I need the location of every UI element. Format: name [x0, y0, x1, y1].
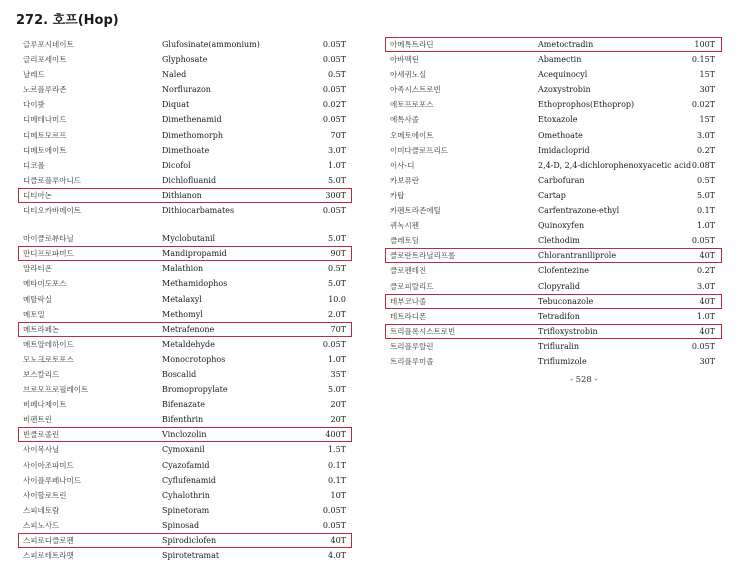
mrl-value: 0.05T: [322, 206, 346, 216]
pesticide-korean-name: 스피네토람: [23, 505, 60, 515]
pesticide-korean-name: 마이클로뷰타닐: [23, 234, 74, 244]
pesticide-english-name: Methomyl: [162, 309, 203, 319]
highlighted-table-row: [18, 427, 352, 442]
mrl-value: 1.0T: [327, 160, 346, 170]
pesticide-english-name: Spirodiclofen: [162, 536, 217, 545]
highlighted-table-row: [385, 248, 722, 263]
table-row: [385, 263, 722, 278]
table-row: [18, 488, 352, 503]
pesticide-korean-name: 글리포세이트: [23, 55, 67, 65]
mrl-value: 2.0T: [327, 309, 346, 319]
pesticide-english-name: Omethoate: [538, 130, 583, 140]
pesticide-english-name: Clofentezine: [538, 266, 589, 276]
mrl-value: 5.0T: [327, 234, 346, 244]
pesticide-english-name: Chlorantraniliprole: [538, 251, 617, 261]
pesticide-korean-name: 트리플루미졸: [390, 356, 434, 366]
table-row: [18, 458, 352, 473]
mrl-value: 0.02T: [691, 100, 715, 110]
page-title: 272. 호프(Hop): [16, 13, 119, 28]
mrl-value: 90T: [330, 249, 346, 259]
pesticide-korean-name: 비페나제이트: [23, 400, 67, 410]
pesticide-korean-name: 말라티온: [23, 264, 52, 274]
highlighted-table-row: [18, 322, 352, 337]
pesticide-korean-name: 날레드: [23, 70, 45, 80]
mrl-value: 1.5T: [327, 445, 346, 455]
pesticide-english-name: Dimethenamid: [162, 115, 222, 125]
table-row: [18, 112, 352, 127]
pesticide-english-name: Vinclozolin: [162, 430, 207, 440]
pesticide-english-name: Carfentrazone-ethyl: [538, 206, 620, 216]
mrl-value: 15T: [699, 70, 715, 80]
mrl-value: 0.1T: [696, 206, 715, 216]
mrl-value: 0.02T: [322, 100, 346, 110]
pesticide-english-name: Dicofol: [162, 160, 191, 170]
table-row: [18, 158, 352, 173]
table-row: [18, 231, 352, 246]
mrl-value: 4.0T: [327, 551, 346, 561]
pesticide-english-name: Metalaxyl: [162, 294, 202, 304]
table-row: [18, 143, 352, 158]
mrl-value: 1.0T: [327, 354, 346, 364]
pesticide-korean-name: 스피노사드: [23, 520, 60, 530]
pesticide-korean-name: 트리플록시스트로빈: [390, 326, 456, 336]
pesticide-english-name: Dithianon: [162, 190, 202, 200]
pesticide-english-name: Clethodim: [538, 236, 580, 246]
table-row: [18, 473, 352, 488]
pesticide-korean-name: 사이목사닐: [23, 445, 60, 455]
mrl-value: 0.5T: [327, 70, 346, 80]
table-row: [18, 203, 352, 218]
mrl-value: 0.1T: [327, 475, 346, 485]
mrl-value: 400T: [325, 430, 346, 440]
pesticide-korean-name: 이사-디: [390, 160, 415, 170]
pesticide-english-name: Dimethoate: [162, 145, 210, 155]
pesticide-english-name: Spinetoram: [162, 505, 210, 515]
pesticide-english-name: Spirotetramat: [162, 551, 220, 561]
table-row: [18, 128, 352, 143]
pesticide-english-name: Abamectin: [538, 55, 582, 65]
pesticide-korean-name: 아세퀴노실: [390, 70, 427, 80]
pesticide-korean-name: 글루포시네이트: [23, 40, 74, 49]
mrl-value: 0.05T: [322, 339, 346, 349]
pesticide-english-name: Metrafenone: [162, 324, 215, 334]
pesticide-english-name: Bifenthrin: [162, 415, 204, 425]
mrl-value: 0.05T: [322, 505, 346, 515]
pesticide-korean-name: 디메토모르프: [23, 130, 67, 140]
table-row: [18, 261, 352, 276]
mrl-value: 3.0T: [696, 281, 715, 291]
pesticide-korean-name: 카탑: [390, 190, 405, 200]
pesticide-english-name: Imidacloprid: [538, 145, 590, 155]
table-row: [18, 67, 352, 82]
pesticide-english-name: Trifloxystrobin: [538, 326, 598, 336]
table-row: [385, 203, 722, 218]
mrl-value: 30T: [699, 356, 715, 366]
pesticide-english-name: Diquat: [162, 100, 190, 110]
mrl-value: 10T: [330, 490, 346, 500]
pesticide-korean-name: 오메토에이트: [390, 130, 434, 140]
pesticide-korean-name: 카보퓨란: [390, 175, 419, 185]
pesticide-english-name: Clopyralid: [538, 281, 580, 291]
pesticide-korean-name: 빈클로졸린: [23, 430, 60, 440]
pesticide-english-name: Mandipropamid: [162, 249, 227, 259]
pesticide-korean-name: 디티아논: [23, 190, 52, 200]
pesticide-korean-name: 노르플루라존: [23, 85, 67, 95]
mrl-value: 0.08T: [691, 160, 715, 170]
table-row: [385, 67, 722, 82]
mrl-value: 5.0T: [327, 175, 346, 185]
table-row: [385, 173, 722, 188]
pesticide-korean-name: 다이쾃: [23, 100, 45, 110]
mrl-value: 0.5T: [327, 264, 346, 274]
table-row: [385, 279, 722, 294]
table-row: [18, 52, 352, 67]
pesticide-korean-name: 사이아조파미드: [23, 460, 74, 470]
table-row: [18, 412, 352, 427]
mrl-value: 3.0T: [327, 145, 346, 155]
mrl-value: 20T: [330, 415, 346, 425]
table-row: [18, 503, 352, 518]
table-row: [18, 173, 352, 188]
table-row: [385, 82, 722, 97]
pesticide-english-name: Azoxystrobin: [538, 85, 591, 95]
mrl-value: 1.0T: [696, 221, 715, 231]
mrl-value: 1.0T: [696, 311, 715, 321]
pesticide-korean-name: 클로펜테진: [390, 266, 427, 276]
table-row: [385, 112, 722, 127]
pesticide-korean-name: 메트알데하이드: [23, 339, 74, 349]
pesticide-korean-name: 아바멕틴: [390, 55, 419, 65]
table-row: [385, 354, 722, 369]
table-row: [385, 233, 722, 248]
pesticide-korean-name: 보스칼리드: [23, 369, 60, 379]
left-mrl-column: [18, 37, 352, 563]
mrl-value: 5.0T: [696, 190, 715, 200]
pesticide-korean-name: 브로모프로필레이트: [23, 385, 89, 395]
mrl-value: 0.05T: [691, 236, 715, 246]
mrl-value: 0.05T: [322, 55, 346, 65]
table-row: [18, 276, 352, 291]
pesticide-korean-name: 디메토에이트: [23, 145, 67, 155]
pesticide-korean-name: 메토밀: [23, 309, 45, 319]
mrl-value: 0.5T: [696, 175, 715, 185]
table-row: [18, 337, 352, 352]
mrl-value: 70T: [330, 130, 346, 140]
pesticide-english-name: Ethoprophos(Ethoprop): [538, 100, 635, 110]
table-row: [385, 309, 722, 324]
pesticide-korean-name: 클레토딤: [390, 236, 419, 246]
page-number: - 528 -: [570, 375, 598, 385]
mrl-value: 5.0T: [327, 279, 346, 289]
mrl-value: 0.1T: [327, 460, 346, 470]
highlighted-table-row: [18, 188, 352, 203]
mrl-value: 70T: [330, 324, 346, 334]
pesticide-english-name: Monocrotophos: [162, 354, 226, 364]
right-mrl-column: [385, 37, 722, 369]
mrl-value: 0.2T: [696, 145, 715, 155]
table-row: [18, 37, 352, 52]
table-row: [18, 442, 352, 457]
pesticide-korean-name: 테트라디폰: [390, 311, 427, 321]
highlighted-table-row: [18, 246, 352, 261]
pesticide-english-name: Ametoctradin: [538, 40, 594, 49]
table-row: [385, 97, 722, 112]
pesticide-english-name: Bromopropylate: [162, 385, 228, 395]
pesticide-english-name: Cyhalothrin: [162, 490, 210, 500]
pesticide-english-name: Naled: [162, 70, 187, 80]
table-row: [18, 382, 352, 397]
mrl-value: 0.05T: [322, 520, 346, 530]
table-row: [385, 52, 722, 67]
mrl-value: 40T: [330, 536, 346, 545]
pesticide-english-name: Glufosinate(ammonium): [162, 40, 260, 49]
mrl-value: 0.05T: [322, 85, 346, 95]
table-row: [385, 158, 722, 173]
pesticide-korean-name: 에톡사졸: [390, 115, 419, 125]
table-row: [18, 97, 352, 112]
pesticide-korean-name: 테부코나졸: [390, 296, 427, 306]
pesticide-english-name: Dithiocarbamates: [162, 206, 235, 216]
pesticide-english-name: Bifenazate: [162, 400, 205, 410]
pesticide-korean-name: 스피로테트라맷: [23, 551, 74, 561]
mrl-value: 35T: [330, 369, 346, 379]
table-row: [18, 397, 352, 412]
pesticide-english-name: Glyphosate: [162, 55, 208, 65]
highlighted-table-row: [385, 294, 722, 309]
mrl-value: 0.05T: [322, 115, 346, 125]
pesticide-english-name: Dimethomorph: [162, 130, 223, 140]
pesticide-english-name: Malathion: [162, 264, 204, 274]
pesticide-korean-name: 아족시스트로빈: [390, 85, 441, 95]
pesticide-english-name: Tetradifon: [538, 311, 580, 321]
table-row: [18, 548, 352, 563]
mrl-value: 20T: [330, 400, 346, 410]
mrl-value: 0.15T: [691, 55, 715, 65]
mrl-value: 40T: [699, 296, 715, 306]
pesticide-korean-name: 메트라페논: [23, 324, 60, 334]
highlighted-table-row: [385, 37, 722, 52]
pesticide-korean-name: 퀴녹시펜: [390, 221, 419, 231]
mrl-value: 0.05T: [322, 40, 346, 49]
pesticide-english-name: Norflurazon: [162, 85, 211, 95]
table-row: [18, 367, 352, 382]
table-row: [385, 188, 722, 203]
pesticide-korean-name: 카펜트라존에틸: [390, 206, 441, 216]
pesticide-korean-name: 아메톡트라딘: [390, 40, 434, 49]
pesticide-english-name: Boscalid: [162, 369, 197, 379]
mrl-value: 100T: [694, 40, 715, 49]
pesticide-korean-name: 디메테나미드: [23, 115, 67, 125]
pesticide-english-name: Metaldehyde: [162, 339, 215, 349]
mrl-value: 300T: [325, 190, 346, 200]
pesticide-korean-name: 사이할로트린: [23, 490, 67, 500]
table-row: [18, 352, 352, 367]
pesticide-korean-name: 만디프로파미드: [23, 249, 74, 259]
table-row: [18, 292, 352, 307]
pesticide-english-name: Cymoxanil: [162, 445, 205, 455]
table-row: [18, 307, 352, 322]
pesticide-korean-name: 클로피랄리드: [390, 281, 434, 291]
mrl-value: 5.0T: [327, 385, 346, 395]
pesticide-english-name: Dichlofluanid: [162, 175, 217, 185]
pesticide-english-name: Etoxazole: [538, 115, 578, 125]
mrl-value: 3.0T: [696, 130, 715, 140]
pesticide-korean-name: 스피로디클로펜: [23, 536, 74, 545]
pesticide-english-name: Acequinocyl: [538, 70, 588, 80]
highlighted-table-row: [18, 533, 352, 548]
pesticide-english-name: Triflumizole: [538, 356, 587, 366]
table-row: [18, 82, 352, 97]
mrl-value: 30T: [699, 85, 715, 95]
pesticide-korean-name: 디티오카바메이트: [23, 206, 81, 216]
pesticide-english-name: Carbofuran: [538, 175, 585, 185]
highlighted-table-row: [385, 324, 722, 339]
pesticide-korean-name: 메탈락실: [23, 294, 52, 304]
pesticide-korean-name: 비펜트린: [23, 415, 52, 425]
pesticide-korean-name: 클로란트라닐리프롤: [390, 251, 456, 261]
mrl-value: 0.2T: [696, 266, 715, 276]
table-row: [385, 218, 722, 233]
pesticide-english-name: Cyflufenamid: [162, 475, 217, 485]
pesticide-korean-name: 트리플루랄린: [390, 341, 434, 351]
pesticide-english-name: Cartap: [538, 190, 566, 200]
pesticide-korean-name: 에토프로포스: [390, 100, 434, 110]
mrl-value: 40T: [699, 326, 715, 336]
pesticide-korean-name: 모노크로토포스: [23, 354, 74, 364]
mrl-value: 15T: [699, 115, 715, 125]
table-row: [18, 518, 352, 533]
pesticide-korean-name: 디코폴: [23, 160, 45, 170]
mrl-value: 10.0: [328, 294, 346, 304]
pesticide-korean-name: 메타미도포스: [23, 279, 67, 289]
pesticide-english-name: Trifluralin: [538, 341, 580, 351]
table-row: [385, 128, 722, 143]
mrl-value: 40T: [699, 251, 715, 261]
pesticide-english-name: Methamidophos: [162, 279, 228, 289]
pesticide-korean-name: 디클로플루아니드: [23, 175, 81, 185]
pesticide-english-name: Myclobutanil: [162, 234, 216, 244]
pesticide-english-name: Spinosad: [162, 520, 200, 530]
pesticide-korean-name: 사이플루페나미드: [23, 475, 81, 485]
pesticide-english-name: Quinoxyfen: [538, 221, 585, 231]
mrl-value: 0.05T: [691, 341, 715, 351]
pesticide-english-name: Cyazofamid: [162, 460, 210, 470]
table-row: [385, 143, 722, 158]
pesticide-english-name: Tebuconazole: [538, 296, 594, 306]
table-row: [385, 339, 722, 354]
pesticide-korean-name: 이미다클로프리드: [390, 145, 448, 155]
pesticide-english-name: 2,4-D, 2,4-dichlorophenoxyacetic acid: [538, 160, 692, 170]
